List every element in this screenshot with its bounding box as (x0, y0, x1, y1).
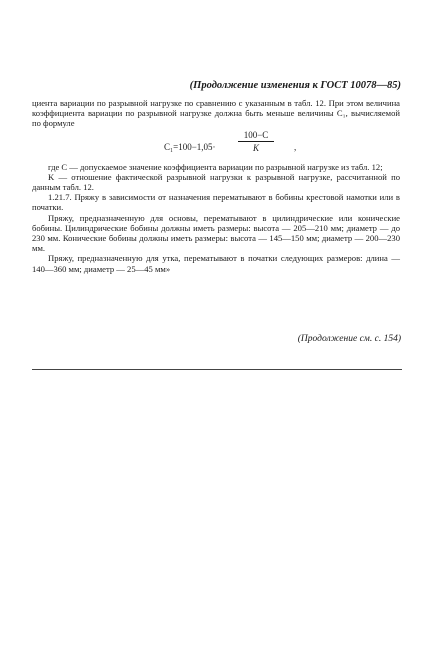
document-body (32, 98, 400, 274)
paragraph-definition-k: K — отношение фактической разрывной нагрузки к разрывной нагрузке, рассчитанной по данным табл. 12. (32, 171, 400, 193)
page-header: (Продолжение изменения к ГОСТ 10078—85) (189, 80, 401, 91)
formula (32, 130, 400, 160)
paragraph-weft-yarn: Пряжу, предназначенную для утка, перематывают в початки следующих размеров: длина — 140—360 мм; диаметр — 25—45 мм» (32, 253, 400, 274)
footer-divider (32, 369, 402, 370)
paragraph-definition-c: где C — допускаемое значение коэффициента вариации по разрывной нагрузке из табл. 12; (48, 161, 383, 172)
formula-numerator: 100−C (238, 130, 274, 142)
paragraph-warp-yarn: Пряжу, предназначенную для основы, перематывают в цилиндрические или конические бобины. Цилиндрические бобины должны иметь размеры: высота — 205—210 мм; диаметр — до 230 мм. Конические бобины должны иметь размеры: высота — 145—150 мм; диаметр — 200—230 мм. (32, 212, 400, 254)
formula-fraction (238, 130, 274, 153)
formula-comma: , (294, 141, 297, 152)
paragraph-clause-1-21-7: 1.21.7. Пряжу в зависимости от назначения перематывают в бобины крестовой намотки или в початки. (32, 192, 400, 213)
paragraph-variation: циента вариации по разрывной нагрузке по сравнению с указанным в табл. 12. При этом величина коэффициента вариации по разрывной нагрузке должна быть меньше величины C₁, вычисляемой по формуле (32, 98, 400, 129)
formula-denominator: K (252, 142, 259, 153)
continuation-note: (Продолжение см. с. 154) (297, 334, 401, 344)
formula-lhs: C₁=100−1,05· (164, 141, 216, 152)
